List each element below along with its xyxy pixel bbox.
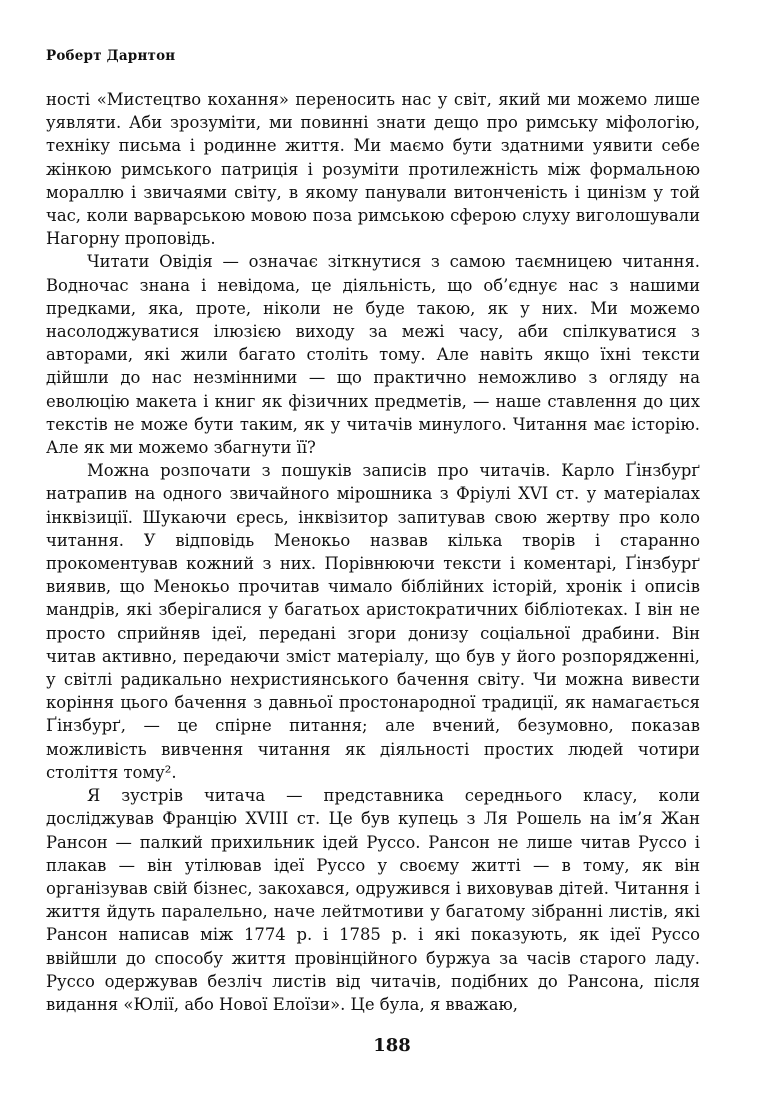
running-header-author: Роберт Дарнтон xyxy=(46,48,176,64)
body-text xyxy=(46,88,700,1016)
page-number: 188 xyxy=(373,1035,411,1056)
paragraph-3: Можна розпочати з пошуків записів про читачів. Карло Ґінзбурґ натрапив на одного звичайного мірошника з Фріулі XVI ст. у матеріалах інквізиції. Шукаючи єресь, інквізитор запитував свою жертву про коло читання. У відповідь Менокьо назвав кілька творів і старанно прокоментував кожний з них. Порівнюючи тексти і коментарі, Ґінзбурґ виявив, що Менокьо прочитав чимало біблійних історій, хронік і описів мандрів, які зберігалися у багатьох аристократичних бібліотеках. І він не просто сприйняв ідеї, передані згори донизу соціальної драбини. Він читав активно, передаючи зміст матеріалу, що був у його розпорядженні, у світлі радикально нехристиянського бачення світу. Чи можна вивести коріння цього бачення з давньої простонародної традиції, як намагається Ґінзбурґ, — це спірне питання; але вчений, безумовно, показав можливість вивчення читання як діяльності простих людей чотири століття тому². xyxy=(46,461,700,782)
paragraph-2: Читати Овідія — означає зіткнутися з самою таємницею читання. Водночас знана і невідома, це діяльність, що об’єднує нас з нашими предками, яка, проте, ніколи не буде такою, як у них. Ми можемо насолоджуватися ілюзією виходу за межі часу, аби спілкуватися з авторами, які жили багато століть тому. Але навіть якщо їхні тексти дійшли до нас незмінними — що практично неможливо з огляду на еволюцію макета і книг як фізичних предметів, — наше ставлення до цих текстів не може бути таким, як у читачів минулого. Читання має історію. Але як ми можемо збагнути її? xyxy=(46,252,700,458)
paragraph-4: Я зустрів читача — представника середнього класу, коли досліджував Францію XVIII ст. Це був купець з Ля Рошель на ім’я Жан Рансон — палкий прихильник ідей Руссо. Рансон не лише читав Руссо і плакав — він утілював ідеї Руссо у своєму житті — в тому, як він організував свій бізнес, закохався, одружився і виховував дітей. Читання і життя йдуть паралельно, наче лейтмотиви у багатому зібранні листів, які Рансон написав між 1774 р. і 1785 р. і які показують, як ідеї Руссо ввійшли до способу життя провінційного буржуа за часів старого ладу. Руссо одержував безліч листів від читачів, подібних до Рансона, після видання «Юлії, або Нової Елоїзи». Це була, я вважаю, xyxy=(46,786,700,1014)
paragraph-1: ності «Мистецтво кохання» переносить нас у світ, який ми можемо лише уявляти. Аби зрозуміти, ми повинні знати дещо про римську міфологію, техніку письма і родинне життя. Ми маємо бути здатними уявити себе жінкою римського патриція і розуміти протилежність між формальною мораллю і звичаями світу, в якому панували витонченість і цинізм у той час, коли варварською мовою поза римською сферою слуху виголошували Нагорну проповідь. xyxy=(46,90,700,249)
